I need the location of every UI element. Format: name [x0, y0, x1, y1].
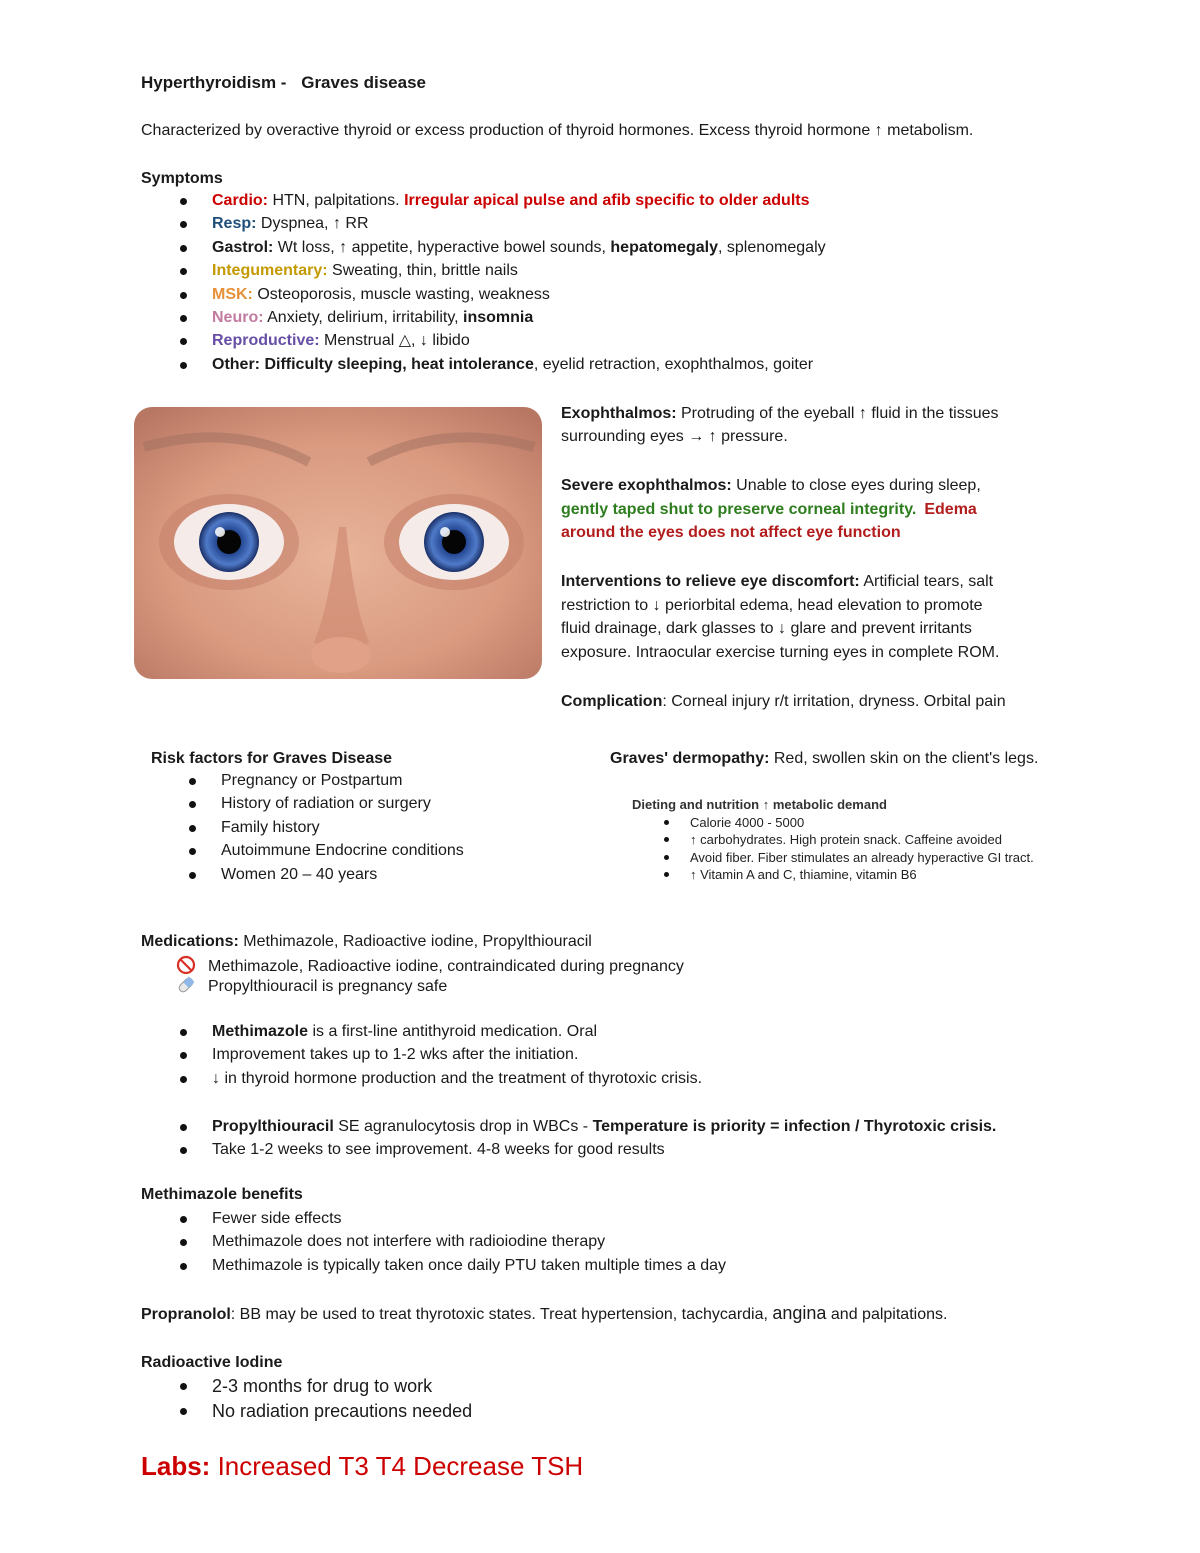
risk-heading: Risk factors for Graves Disease — [151, 750, 393, 767]
list-item: Avoid fiber. Fiber stimulates an already hyperactive GI tract. — [632, 849, 1034, 866]
severe-exophthalmos: Severe exophthalmos: Unable to close eyes during sleep, — [561, 477, 981, 494]
methimazole-list — [176, 1020, 702, 1090]
exophthalmos-photo — [134, 407, 542, 679]
benefits-list — [176, 1207, 726, 1277]
list-item: Women 20 – 40 years — [185, 863, 464, 886]
list-item: Pregnancy or Postpartum — [185, 769, 464, 792]
symptoms-heading: Symptoms — [141, 170, 223, 187]
diet-list — [632, 814, 1034, 883]
list-item: Calorie 4000 - 5000 — [632, 814, 1034, 831]
list-item: Take 1-2 weeks to see improvement. 4-8 weeks for good results — [176, 1138, 996, 1161]
title-sub: Graves disease — [301, 73, 426, 92]
list-item: Reproductive: Menstrual △, ↓ libido — [176, 329, 826, 352]
risk-list — [185, 769, 464, 886]
list-item: No radiation precautions needed — [176, 1399, 472, 1424]
ptu-list — [176, 1115, 996, 1162]
exophthalmos-def-2: surrounding eyes → ↑ pressure. — [561, 428, 788, 445]
list-item: Methimazole does not interfere with radioiodine therapy — [176, 1230, 726, 1253]
list-item: Neuro: Anxiety, delirium, irritability, insomnia — [176, 306, 826, 329]
list-item: Integumentary: Sweating, thin, brittle nails — [176, 259, 826, 282]
list-item: Cardio: HTN, palpitations. Irregular apical pulse and afib specific to older adults — [176, 189, 826, 212]
list-item: Gastrol: Wt loss, ↑ appetite, hyperactive bowel sounds, hepatomegaly, splenomegaly — [176, 236, 826, 259]
no-entry-icon — [176, 955, 196, 975]
symptoms-list — [176, 189, 826, 376]
contraindication-line: Methimazole, Radioactive iodine, contraindicated during pregnancy — [176, 955, 684, 977]
pregnancy-safe-line: Propylthiouracil is pregnancy safe — [176, 975, 447, 997]
title-main: Hyperthyroidism - — [141, 73, 287, 92]
list-item: 2-3 months for drug to work — [176, 1374, 472, 1399]
list-item: ↑ carbohydrates. High protein snack. Caffeine avoided — [632, 831, 1034, 848]
benefits-heading: Methimazole benefits — [141, 1186, 303, 1203]
list-item: Improvement takes up to 1-2 wks after the initiation. — [176, 1043, 702, 1066]
complication: Complication: Corneal injury r/t irritation, dryness. Orbital pain — [561, 693, 1006, 710]
labs: Labs: Increased T3 T4 Decrease TSH — [141, 1451, 584, 1481]
propranolol: Propranolol: BB may be used to treat thyrotoxic states. Treat hypertension, tachycardia, angina and palpitations. — [141, 1303, 948, 1323]
exophthalmos-def: Exophthalmos: Protruding of the eyeball ↑ fluid in the tissues — [561, 405, 999, 422]
diet-heading: Dieting and nutrition ↑ metabolic demand — [632, 797, 887, 812]
list-item: ↑ Vitamin A and C, thiamine, vitamin B6 — [632, 866, 1034, 883]
interventions-3: fluid drainage, dark glasses to ↓ glare and prevent irritants — [561, 620, 972, 637]
severe-exophthalmos-3: around the eyes does not affect eye function — [561, 524, 901, 541]
interventions-4: exposure. Intraocular exercise turning eyes in complete ROM. — [561, 644, 1000, 661]
pill-icon — [176, 975, 196, 995]
list-item: Methimazole is a first-line antithyroid medication. Oral — [176, 1020, 702, 1043]
intro-text: Characterized by overactive thyroid or excess production of thyroid hormones. Excess thyroid hormone ↑ metabolism. — [141, 122, 974, 139]
interventions-2: restriction to ↓ periorbital edema, head elevation to promote — [561, 597, 983, 614]
list-item: Other: Difficulty sleeping, heat intolerance, eyelid retraction, exophthalmos, goiter — [176, 353, 826, 376]
severe-exophthalmos-2: gently taped shut to preserve corneal integrity. Edema — [561, 501, 977, 518]
list-item: Family history — [185, 816, 464, 839]
dermopathy: Graves' dermopathy: Red, swollen skin on the client's legs. — [610, 750, 1039, 767]
list-item: ↓ in thyroid hormone production and the treatment of thyrotoxic crisis. — [176, 1067, 702, 1090]
list-item: Resp: Dyspnea, ↑ RR — [176, 212, 826, 235]
radio-list — [176, 1374, 472, 1424]
list-item: Autoimmune Endocrine conditions — [185, 839, 464, 862]
list-item: Propylthiouracil SE agranulocytosis drop in WBCs - Temperature is priority = infection / Thyrotoxic crisis. — [176, 1115, 996, 1138]
interventions: Interventions to relieve eye discomfort: Artificial tears, salt — [561, 573, 994, 590]
list-item: Methimazole is typically taken once daily PTU taken multiple times a day — [176, 1254, 726, 1277]
list-item: MSK: Osteoporosis, muscle wasting, weakness — [176, 283, 826, 306]
list-item: Fewer side effects — [176, 1207, 726, 1230]
radio-heading: Radioactive Iodine — [141, 1354, 283, 1371]
list-item: History of radiation or surgery — [185, 792, 464, 815]
page-title — [141, 73, 426, 93]
medications: Medications: Methimazole, Radioactive iodine, Propylthiouracil — [141, 933, 592, 950]
